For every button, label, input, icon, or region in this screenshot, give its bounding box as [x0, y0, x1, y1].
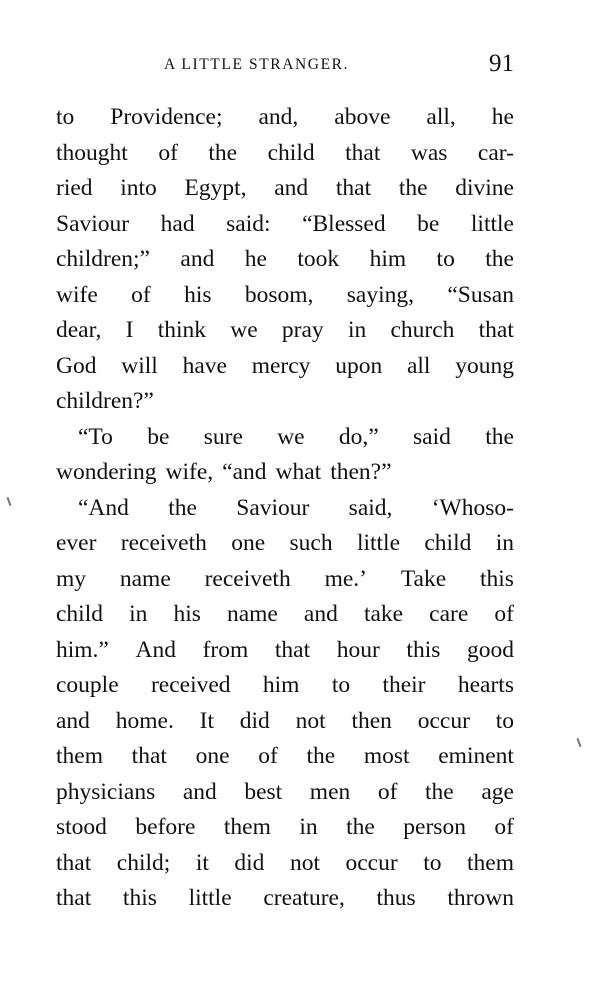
- word: did: [234, 849, 265, 876]
- word: said: [413, 423, 451, 450]
- word: then?”: [330, 459, 392, 485]
- word: be: [417, 210, 440, 237]
- word: such: [289, 530, 333, 556]
- word: of: [494, 814, 514, 840]
- text-line: [56, 207, 514, 243]
- word: the: [208, 139, 238, 166]
- word: occur: [417, 707, 470, 734]
- paper-speck: [7, 497, 12, 506]
- paper-speck: [577, 738, 582, 747]
- word: “and: [222, 459, 267, 485]
- word: do,”: [338, 423, 379, 450]
- word: and: [303, 601, 338, 627]
- word: all,: [426, 104, 456, 130]
- word: ried: [56, 175, 93, 201]
- word: that: [478, 317, 514, 343]
- word: into: [120, 175, 157, 201]
- word: to: [331, 672, 351, 698]
- word: that: [345, 139, 381, 166]
- word: children?”: [56, 388, 154, 414]
- text-line: [56, 739, 514, 775]
- text-line: [56, 597, 514, 633]
- word: name: [226, 601, 278, 627]
- word: thought: [56, 139, 128, 166]
- body-text: [56, 100, 514, 917]
- word: child: [56, 601, 103, 627]
- word: to: [423, 849, 442, 876]
- text-line: [56, 526, 514, 562]
- word: stood: [56, 814, 107, 840]
- word: take: [363, 601, 404, 627]
- word: of: [258, 743, 278, 769]
- word: receiveth: [204, 565, 291, 592]
- text-line: [56, 562, 514, 598]
- word: in: [347, 317, 367, 343]
- word: child;: [116, 849, 171, 876]
- word: best: [244, 778, 283, 805]
- word: this: [122, 885, 157, 911]
- word: them: [466, 849, 514, 876]
- word: the: [398, 175, 428, 201]
- text-line: [56, 242, 514, 278]
- word: person: [403, 814, 466, 840]
- word: hour: [336, 636, 380, 663]
- word: the: [425, 778, 454, 805]
- word: most: [363, 743, 410, 769]
- word: be: [147, 423, 170, 450]
- word: God: [56, 352, 97, 379]
- word: the: [346, 814, 375, 840]
- page-number: 91: [489, 50, 514, 77]
- word: creature,: [263, 885, 345, 911]
- word: church: [390, 317, 455, 343]
- word: home.: [115, 707, 174, 734]
- text-line: [56, 384, 514, 420]
- word: that: [56, 849, 92, 876]
- text-line: [56, 704, 514, 740]
- text-line: [56, 136, 514, 172]
- word: wondering: [56, 459, 157, 485]
- word: his: [173, 601, 201, 627]
- word: little: [188, 885, 232, 911]
- word: “And: [78, 494, 129, 521]
- text-line: [56, 633, 514, 669]
- word: “Blessed: [302, 210, 386, 237]
- word: that: [131, 743, 167, 769]
- word: the: [306, 743, 336, 769]
- word: the: [485, 423, 514, 450]
- word: received: [150, 672, 231, 698]
- text-line: [56, 455, 514, 491]
- word: Saviour: [236, 494, 310, 521]
- word: took: [297, 246, 340, 272]
- word: have: [182, 352, 227, 379]
- word: ever: [56, 530, 97, 556]
- word: above: [334, 104, 391, 130]
- word: had: [160, 210, 195, 237]
- word: good: [467, 636, 514, 663]
- word: age: [481, 778, 514, 805]
- word: from: [202, 636, 249, 663]
- text-line: [56, 349, 514, 385]
- text-line: [56, 278, 514, 314]
- word: I: [125, 317, 134, 343]
- word: receiveth: [120, 530, 207, 556]
- word: him: [262, 672, 300, 698]
- word: pray: [281, 317, 324, 343]
- word: Take: [400, 565, 447, 592]
- word: this: [480, 565, 514, 592]
- text-line: [56, 420, 514, 456]
- word: to: [56, 104, 75, 130]
- word: his: [184, 281, 212, 308]
- word: will: [121, 352, 158, 379]
- word: Saviour: [56, 210, 130, 237]
- word: wife,: [165, 459, 214, 485]
- word: the: [485, 246, 514, 272]
- text-line: [56, 313, 514, 349]
- running-title: A LITTLE STRANGER.: [164, 56, 350, 73]
- text-line: [56, 100, 514, 136]
- word: occur: [345, 849, 398, 876]
- word: wife: [56, 281, 98, 308]
- word: young: [455, 352, 514, 379]
- word: mercy: [251, 352, 311, 379]
- word: and,: [258, 104, 299, 130]
- word: that: [274, 636, 311, 663]
- word: of: [158, 139, 178, 166]
- word: thrown: [447, 885, 514, 911]
- word: what: [275, 459, 322, 485]
- word: little: [470, 210, 514, 237]
- word: and: [274, 175, 309, 201]
- word: not: [295, 707, 326, 734]
- word: was: [410, 139, 448, 166]
- word: my: [56, 565, 87, 592]
- word: name: [119, 565, 171, 592]
- word: in: [495, 530, 514, 556]
- word: we: [230, 317, 258, 343]
- word: to: [436, 246, 455, 272]
- word: in: [299, 814, 318, 840]
- word: me.’: [324, 565, 367, 592]
- word: “Susan: [447, 281, 514, 308]
- text-line: [56, 846, 514, 882]
- word: thus: [376, 885, 416, 911]
- word: them: [56, 743, 103, 769]
- word: child: [267, 139, 315, 166]
- word: it: [195, 849, 209, 876]
- word: said,: [348, 494, 393, 521]
- word: child: [424, 530, 472, 556]
- word: one: [195, 743, 230, 769]
- word: and: [180, 246, 215, 272]
- word: one: [231, 530, 266, 556]
- text-line: [56, 881, 514, 917]
- word: “To: [78, 423, 113, 450]
- word: couple: [56, 672, 119, 698]
- word: him: [369, 246, 407, 272]
- word: children;”: [56, 246, 150, 272]
- word: and: [56, 707, 90, 734]
- word: Egypt,: [184, 175, 247, 201]
- word: the: [168, 494, 197, 521]
- word: in: [129, 601, 148, 627]
- word: then: [351, 707, 392, 734]
- word: him.”: [56, 636, 109, 663]
- word: think: [157, 317, 207, 343]
- word: we: [277, 423, 305, 450]
- word: of: [494, 601, 514, 627]
- word: to: [495, 707, 514, 734]
- word: Providence;: [110, 104, 223, 130]
- word: that: [335, 175, 372, 201]
- word: said:: [226, 210, 271, 237]
- word: saying,: [346, 281, 415, 308]
- word: care: [429, 601, 469, 627]
- text-line: [56, 491, 514, 527]
- word: little: [356, 530, 401, 556]
- word: hearts: [457, 672, 514, 698]
- word: this: [406, 636, 441, 663]
- word: sure: [203, 423, 243, 450]
- word: car-: [477, 139, 514, 166]
- text-line: [56, 775, 514, 811]
- word: of: [131, 281, 151, 308]
- word: before: [135, 814, 196, 840]
- word: did: [239, 707, 270, 734]
- word: them: [223, 814, 271, 840]
- word: eminent: [438, 743, 514, 769]
- word: upon: [335, 352, 383, 379]
- word: And: [135, 636, 176, 663]
- text-line: [56, 810, 514, 846]
- word: and: [182, 778, 217, 805]
- word: of: [377, 778, 398, 805]
- word: ‘Whoso-: [431, 494, 514, 521]
- word: not: [289, 849, 320, 876]
- word: bosom,: [244, 281, 314, 308]
- text-line: [56, 668, 514, 704]
- word: divine: [455, 175, 514, 201]
- running-head: [56, 50, 514, 80]
- word: men: [309, 778, 351, 805]
- word: their: [382, 672, 426, 698]
- text-line: [56, 171, 514, 207]
- word: physicians: [56, 778, 156, 805]
- word: he: [244, 246, 267, 272]
- word: he: [491, 104, 514, 130]
- word: all: [406, 352, 431, 379]
- word: that: [56, 885, 92, 911]
- word: dear,: [56, 317, 102, 343]
- word: It: [199, 707, 214, 734]
